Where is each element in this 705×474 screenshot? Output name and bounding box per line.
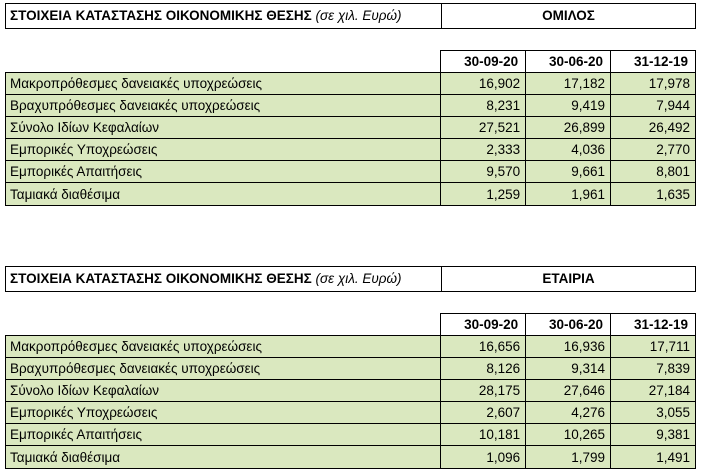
financial-table <box>5 313 696 469</box>
row-label: Εμπορικές Υποχρεώσεις <box>6 402 441 424</box>
section-title-text: ΣΤΟΙΧΕΙΑ ΚΑΤΑΣΤΑΣΗΣ ΟΙΚΟΝΟΜΙΚΗΣ ΘΕΣΗΣ <box>10 271 312 286</box>
row-label: Σύνολο Ιδίων Κεφαλαίων <box>6 380 441 402</box>
header-blank-cell <box>6 314 441 336</box>
cell-value: 27,521 <box>441 117 526 139</box>
column-header: 31-12-19 <box>611 51 696 73</box>
cell-value: 9,314 <box>526 358 611 380</box>
table-header-row <box>6 51 696 73</box>
cell-value: 17,978 <box>611 73 696 95</box>
cell-value: 10,181 <box>441 424 526 446</box>
table-row <box>6 446 696 469</box>
cell-value: 9,661 <box>526 161 611 183</box>
row-label: Εμπορικές Απαιτήσεις <box>6 161 441 183</box>
section-title-bar <box>5 3 696 29</box>
cell-value: 9,419 <box>526 95 611 117</box>
cell-value: 1,635 <box>611 183 696 206</box>
table-row <box>6 424 696 446</box>
cell-value: 28,175 <box>441 380 526 402</box>
row-label: Ταμιακά διαθέσιμα <box>6 446 441 469</box>
column-header: 30-06-20 <box>526 51 611 73</box>
cell-value: 1,491 <box>611 446 696 469</box>
cell-value: 4,036 <box>526 139 611 161</box>
section-title <box>10 271 402 286</box>
row-label: Μακροπρόθεσμες δανειακές υποχρεώσεις <box>6 336 441 358</box>
table-row <box>6 380 696 402</box>
row-label: Ταμιακά διαθέσιμα <box>6 183 441 206</box>
cell-value: 1,259 <box>441 183 526 206</box>
table-row <box>6 161 696 183</box>
table-row <box>6 358 696 380</box>
cell-value: 26,899 <box>526 117 611 139</box>
cell-value: 27,646 <box>526 380 611 402</box>
cell-value: 9,570 <box>441 161 526 183</box>
financial-table <box>5 50 696 206</box>
cell-value: 17,182 <box>526 73 611 95</box>
table-row <box>6 336 696 358</box>
cell-value: 16,936 <box>526 336 611 358</box>
cell-value: 17,711 <box>611 336 696 358</box>
section-title-text: ΣΤΟΙΧΕΙΑ ΚΑΤΑΣΤΑΣΗΣ ΟΙΚΟΝΟΜΙΚΗΣ ΘΕΣΗΣ <box>10 8 312 23</box>
column-header: 30-06-20 <box>526 314 611 336</box>
table-row <box>6 117 696 139</box>
row-label: Μακροπρόθεσμες δανειακές υποχρεώσεις <box>6 73 441 95</box>
table-header-row <box>6 314 696 336</box>
cell-value: 1,961 <box>526 183 611 206</box>
header-blank-cell <box>6 51 441 73</box>
row-label: Εμπορικές Υποχρεώσεις <box>6 139 441 161</box>
cell-value: 2,333 <box>441 139 526 161</box>
row-label: Βραχυπρόθεσμες δανειακές υποχρεώσεις <box>6 358 441 380</box>
column-header: 31-12-19 <box>611 314 696 336</box>
cell-value: 26,492 <box>611 117 696 139</box>
table-row <box>6 73 696 95</box>
cell-value: 7,944 <box>611 95 696 117</box>
table-row <box>6 95 696 117</box>
cell-value: 2,770 <box>611 139 696 161</box>
section-title-unit: (σε χιλ. Ευρώ) <box>315 271 402 286</box>
section-title-unit: (σε χιλ. Ευρώ) <box>315 8 402 23</box>
section-title <box>10 8 402 23</box>
cell-value: 1,799 <box>526 446 611 469</box>
cell-value: 8,801 <box>611 161 696 183</box>
row-label: Σύνολο Ιδίων Κεφαλαίων <box>6 117 441 139</box>
section-group-label: ΟΜΙΛΟΣ <box>542 8 595 23</box>
column-header: 30-09-20 <box>441 51 526 73</box>
cell-value: 9,381 <box>611 424 696 446</box>
cell-value: 7,839 <box>611 358 696 380</box>
section-group-label: ΕΤΑΙΡΙΑ <box>542 271 595 286</box>
cell-value: 4,276 <box>526 402 611 424</box>
cell-value: 1,096 <box>441 446 526 469</box>
cell-value: 16,902 <box>441 73 526 95</box>
cell-value: 8,231 <box>441 95 526 117</box>
column-header: 30-09-20 <box>441 314 526 336</box>
cell-value: 3,055 <box>611 402 696 424</box>
cell-value: 16,656 <box>441 336 526 358</box>
table-row <box>6 402 696 424</box>
cell-value: 10,265 <box>526 424 611 446</box>
cell-value: 2,607 <box>441 402 526 424</box>
table-row <box>6 183 696 206</box>
cell-value: 27,184 <box>611 380 696 402</box>
table-row <box>6 139 696 161</box>
section-title-bar <box>5 266 696 292</box>
row-label: Βραχυπρόθεσμες δανειακές υποχρεώσεις <box>6 95 441 117</box>
row-label: Εμπορικές Απαιτήσεις <box>6 424 441 446</box>
cell-value: 8,126 <box>441 358 526 380</box>
